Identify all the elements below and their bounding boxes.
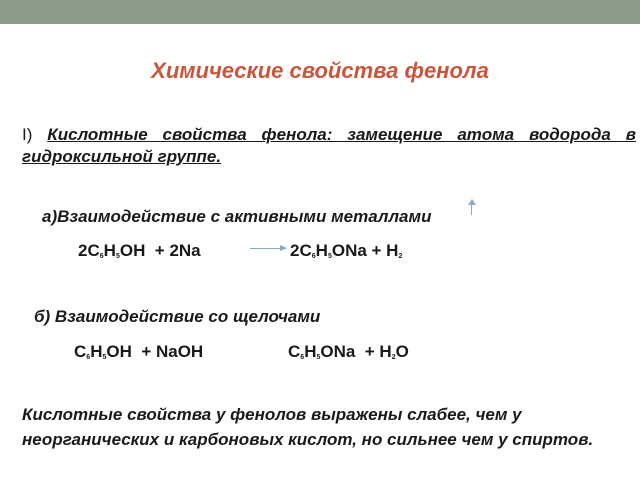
slide-title: Химические свойства фенола: [151, 58, 489, 83]
reaction-a-reactants: [78, 241, 201, 261]
reaction-a-label: а)Взаимодействие с активными металлами: [42, 207, 432, 226]
reaction-a-products: [290, 241, 402, 261]
carbon: C: [87, 241, 100, 260]
carbon-subscript: 6: [300, 354, 305, 361]
coef: 2: [290, 241, 300, 260]
h2-subscript: 2: [398, 253, 403, 260]
carbon-subscript: 6: [86, 354, 91, 361]
hydrogen: H: [103, 241, 116, 260]
carbon: C: [74, 342, 87, 361]
hydrogen: H: [315, 241, 328, 260]
reactant-rest: OH + 2Na: [119, 241, 201, 260]
section-acid-properties: [22, 124, 636, 168]
reaction-arrow-icon: [250, 248, 286, 249]
conclusion-text: Кислотные свойства у фенолов выражены слабее, чем у неорганических и карбоновых кислот, но сильнее чем у спиртов.: [22, 405, 594, 449]
reaction-b-reactants: [74, 342, 203, 362]
reactant-rest: OH + NaOH: [106, 342, 204, 361]
coef: 2: [78, 241, 88, 260]
top-bar: [0, 0, 640, 24]
section-numeral: I): [22, 125, 33, 144]
hydrogen: H: [90, 342, 103, 361]
hydrogen-subscript: 5: [115, 253, 120, 260]
hydrogen-subscript: 5: [102, 354, 107, 361]
hydrogen: H: [304, 342, 317, 361]
oxygen: O: [395, 342, 409, 361]
carbon: C: [288, 342, 301, 361]
gas-up-arrow-icon: [468, 199, 476, 215]
carbon-subscript: 6: [311, 253, 316, 260]
h2-subscript: 2: [391, 354, 396, 361]
hydrogen-subscript: 5: [316, 354, 321, 361]
product-rest: ONa + H: [331, 241, 399, 260]
section-heading-text: Кислотные свойства фенола: замещение атома водорода в гидроксильной группе.: [22, 125, 636, 166]
reaction-b-label-text: б) Взаимодействие со щелочами: [34, 307, 321, 326]
carbon: C: [299, 241, 312, 260]
reaction-b-products: [288, 342, 409, 362]
reaction-b-label: [34, 307, 320, 327]
hydrogen-subscript: 5: [327, 253, 332, 260]
carbon-subscript: 6: [99, 253, 104, 260]
product-rest: ONa + H: [320, 342, 392, 361]
